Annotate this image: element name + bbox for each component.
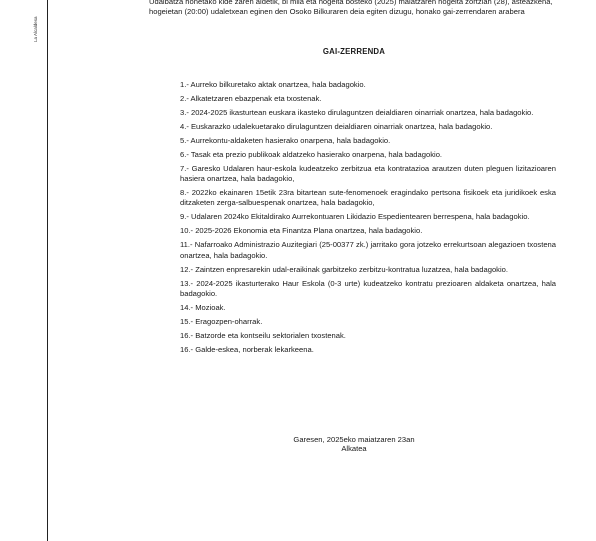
agenda-item: 13.- 2024-2025 ikasturterako Haur Eskola (0-3 urte) kudeatzeko kontratu prezioaren aldaketa onartzea, hala badagokio. bbox=[180, 278, 556, 298]
agenda-item: 15.- Eragozpen-oharrak. bbox=[180, 316, 263, 326]
agenda-item: 4.- Euskarazko udalekuetarako dirulaguntzen deialdiaren oinarriak onartzea, hala badagokio. bbox=[180, 121, 493, 131]
place-date: Garesen, 2025eko maiatzaren 23an bbox=[293, 435, 415, 444]
agenda-item: 14.- Mozioak. bbox=[180, 302, 226, 312]
side-note: La Alcaldesa bbox=[33, 16, 38, 42]
agenda-item: 7.- Garesko Udalaren haur-eskola kudeatzeko zerbitzua eta kontratazioa arautzen duten pleguen lizitazioaren hasiera onartzea, hala badagokio, bbox=[180, 163, 556, 184]
agenda-list bbox=[180, 80, 556, 359]
agenda-heading: GAI-ZERRENDA bbox=[322, 47, 386, 56]
closing-block bbox=[149, 435, 559, 454]
agenda-item: 2.- Alkatetzaren ebazpenak eta txostenak. bbox=[180, 93, 322, 103]
agenda-item: 6.- Tasak eta prezio publikoak aldatzeko hasierako onarpena, hala badagokio. bbox=[180, 149, 443, 159]
agenda-item: 12.- Zaintzen enpresarekin udal-eraikinak garbitzeko zerbitzu-kontratua luzatzea, hala badagokio. bbox=[180, 264, 508, 274]
agenda-item: 16.- Galde-eskea, norberak lekarkeena. bbox=[180, 344, 314, 354]
agenda-item: 11.- Nafarroako Administrazio Auzitegiari (25-00377 zk.) jarritako gora jotzeko errekurtsoan alegazioen txostena onartzea, hala badagokio. bbox=[180, 240, 556, 260]
margin-line bbox=[47, 0, 48, 541]
agenda-item: 16.- Batzorde eta kontseilu sektorialen txostenak. bbox=[180, 330, 346, 340]
signer-title: Alkatea bbox=[341, 444, 367, 454]
intro-paragraph: Udalbatza honetako kide zaren aldetik, bi mila eta hogeita bosteko (2025) maiatzaren hogeita zortzian (28), asteazkena, hogeietan (20:00) udaletxean eginen den Osoko Bilkuraren deia egiten dizugu, honako gai-zerrendaren arabera bbox=[149, 0, 553, 17]
agenda-item: 10.- 2025-2026 Ekonomia eta Finantza Plana onartzea, hala badagokio. bbox=[180, 226, 423, 236]
agenda-item: 5.- Aurrekontu-aldaketen hasierako onarpena, hala badagokio. bbox=[180, 135, 391, 145]
agenda-item: 3.- 2024-2025 ikasturtean euskara ikasteko dirulaguntzen deialdiaren oinarriak onartzea, hala badagokio. bbox=[180, 107, 534, 117]
agenda-item: 9.- Udalaren 2024ko Ekitaldirako Aurrekontuaren Likidazio Espedientearen berrespena, hala badagokio. bbox=[180, 212, 530, 222]
agenda-item: 8.- 2022ko ekainaren 15etik 23ra bitartean sute-fenomenoek eragindako pertsona fisikoek eta juridikoek eska ditzaketen zerga-salbuespenak onartzea, hala badagokio, bbox=[180, 188, 556, 208]
agenda-item: 1.- Aurreko bilkuretako aktak onartzea, hala badagokio. bbox=[180, 80, 366, 89]
